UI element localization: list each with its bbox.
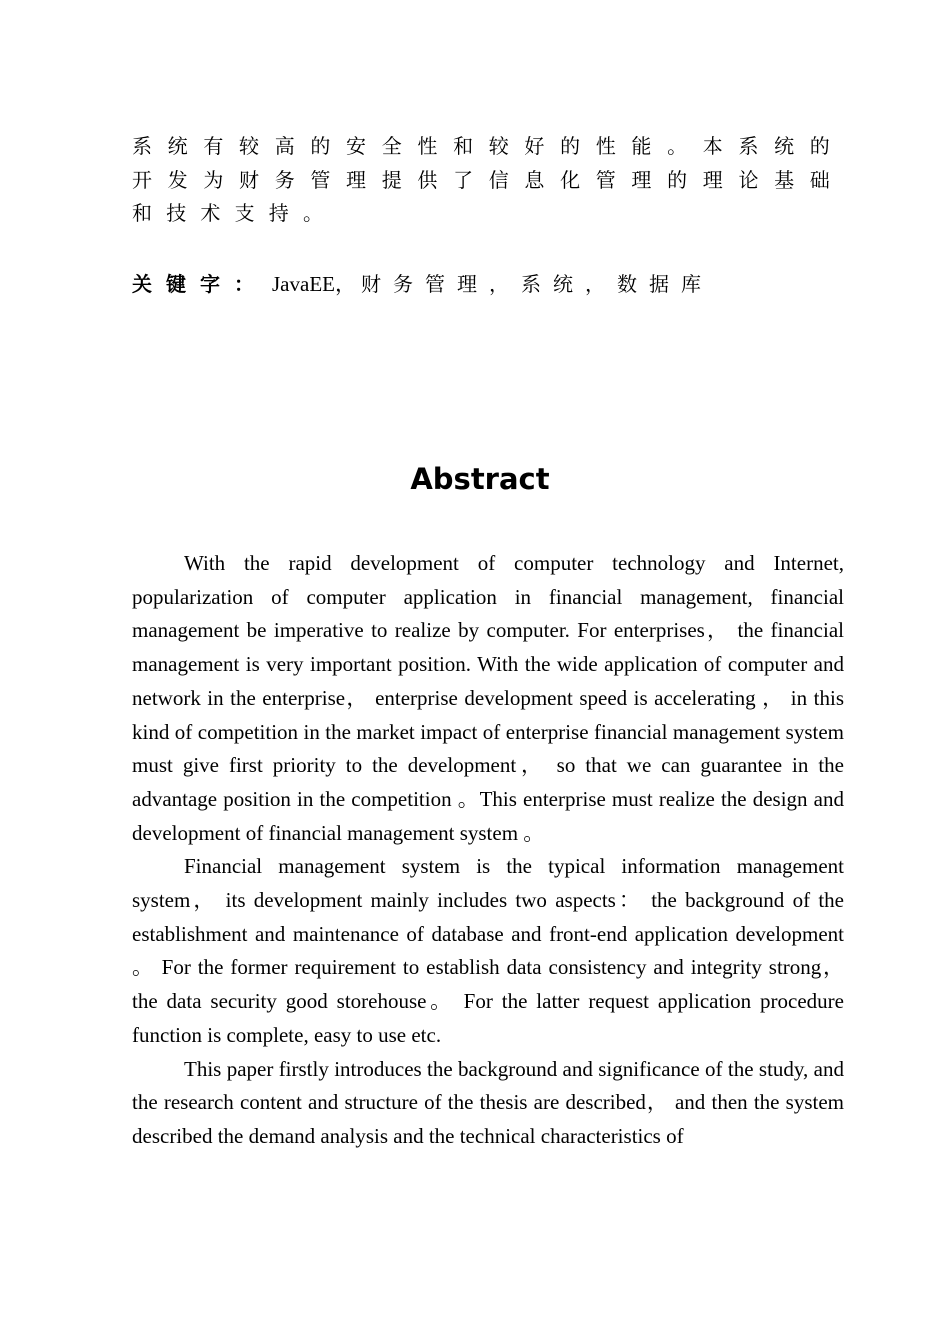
abstract-title: Abstract (410, 462, 550, 496)
abstract-paragraph-2: Financial management system is the typical information management system， its development mainly includes two aspects： the background of the establishment and maintenance of database and front-end application development 。 For the former requirement to establish data consistency and integrity strong， the data security good storehouse。 For the latter request application procedure function is complete, easy to use etc. (132, 854, 844, 1047)
chinese-abstract-continuation: 系统有较高的安全性和较好的性能。本系统的开发为财务管理提供了信息化管理的理论基础和技术支持。 (132, 134, 844, 225)
keywords-english: JavaEE， (272, 272, 356, 296)
keywords-label: 关键字： (132, 272, 268, 296)
abstract-paragraph-1: With the rapid development of computer technology and Internet, popularization of computer application in financial management, financial management be imperative to realize by computer. For enterprises， the financial management is very important position. With the wide application of computer and network in the enterprise， enterprise development speed is accelerating ， in this kind of competition in the market impact of enterprise financial management system must give first priority to the development， so that we can guarantee in the advantage position in the competition 。This enterprise must realize the design and development of financial management system 。 (132, 551, 844, 845)
abstract-paragraph-3: This paper firstly introduces the background and significance of the study, and the research content and structure of the thesis are described， and then the system described the demand analysis and the technical characteristics of (132, 1056, 844, 1148)
keywords-line (132, 268, 844, 302)
abstract-body (132, 547, 844, 1154)
keywords-chinese: 财务管理，系统，数据库 (360, 272, 713, 296)
